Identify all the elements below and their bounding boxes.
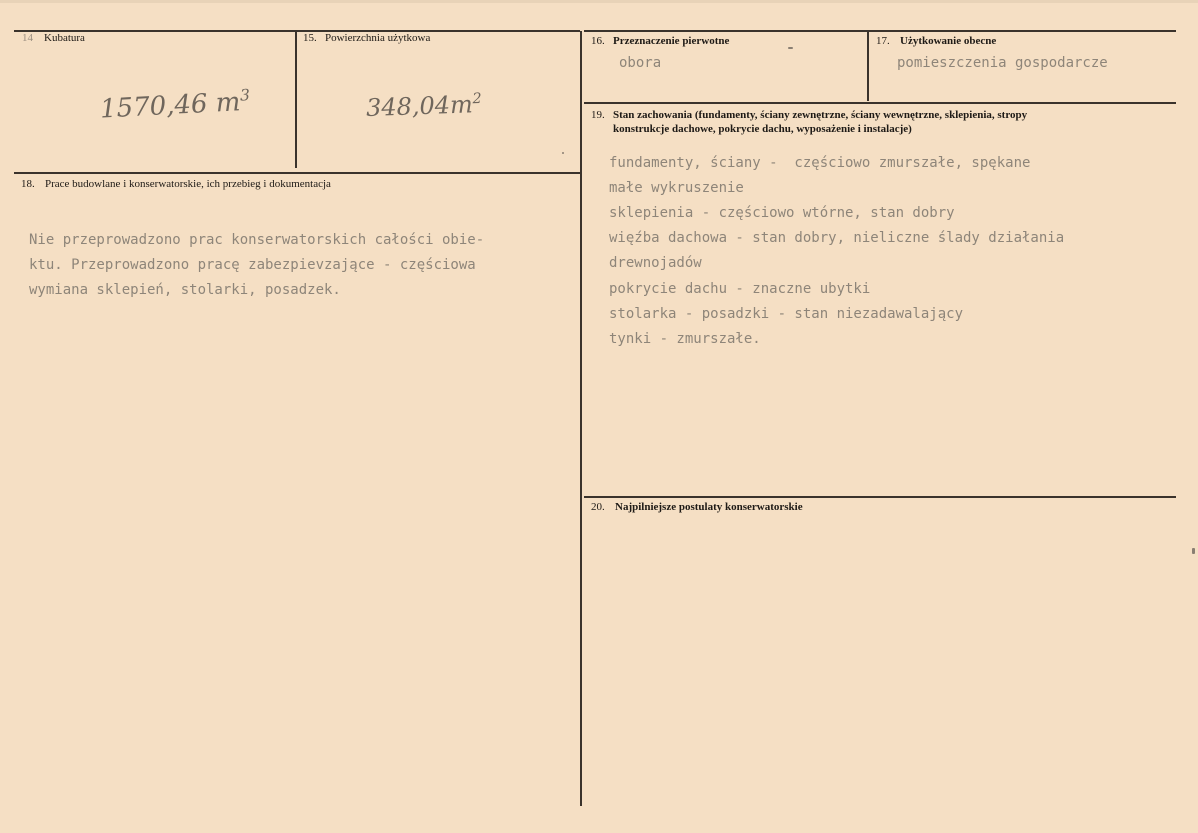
paper-speck: [788, 47, 793, 49]
field-16-value: obora: [619, 55, 662, 71]
divider-16-17: [867, 31, 869, 101]
divider-center: [580, 31, 582, 806]
field-14-label: Kubatura: [44, 32, 85, 44]
field-14-unit: m: [214, 87, 242, 119]
field-16-number: 16.: [591, 35, 605, 47]
field-14-value: [99, 86, 251, 124]
field-18-number: 18.: [21, 178, 35, 190]
field-19-line: sklepienia - częściowo wtórne, stan dobry: [609, 205, 955, 221]
field-18-line: ktu. Przeprowadzono pracę zabezpievzające - częściowa: [29, 257, 476, 273]
field-15-label: Powierzchnia użytkowa: [325, 32, 431, 44]
field-15-unit: m: [449, 90, 474, 120]
field-18-line: wymiana sklepień, stolarki, posadzek.: [29, 282, 341, 298]
field-15-value: [366, 90, 483, 122]
field-20-number: 20.: [591, 501, 605, 513]
field-20-label: Najpilniejsze postulaty konserwatorskie: [615, 501, 803, 513]
field-19-line: małe wykruszenie: [609, 180, 744, 196]
field-19-line: fundamenty, ściany - częściowo zmurszałe, spękane: [609, 155, 1031, 171]
paper-speck: [1192, 548, 1195, 554]
field-15-number-value: 348,04: [365, 91, 451, 123]
field-19-label-line1: Stan zachowania (fundamenty, ściany zewnętrzne, ściany wewnętrzne, sklepienia, stropy: [613, 109, 1028, 121]
field-17-value: pomieszczenia gospodarcze: [897, 55, 1108, 71]
field-14-number-value: 1570,46: [99, 88, 209, 125]
field-15-exponent: 2: [472, 90, 482, 108]
rule-top-left: [14, 30, 580, 32]
rule-below-16-17: [584, 102, 1176, 104]
field-14-number: 14: [22, 32, 33, 44]
paper-speck: [562, 152, 564, 154]
rule-below-19: [584, 496, 1176, 498]
field-16-label: Przeznaczenie pierwotne: [613, 35, 730, 47]
field-15-number: 15.: [303, 32, 317, 44]
card-top-edge: [0, 0, 1198, 3]
field-17-number: 17.: [876, 35, 890, 47]
field-19-line: więźba dachowa - stan dobry, nieliczne ślady działania: [609, 230, 1065, 246]
field-19-line: pokrycie dachu - znaczne ubytki: [609, 281, 871, 297]
field-19-number: 19.: [591, 109, 605, 121]
field-17-label: Użytkowanie obecne: [900, 35, 997, 47]
rule-below-14-15: [14, 172, 580, 174]
field-19-line: tynki - zmurszałe.: [609, 331, 761, 347]
field-18-line: Nie przeprowadzono prac konserwatorskich całości obie-: [29, 232, 485, 248]
rule-top-right: [584, 30, 1176, 32]
field-18-label: Prace budowlane i konserwatorskie, ich przebieg i dokumentacja: [45, 178, 331, 190]
field-19-line: stolarka - posadzki - stan niezadawalający: [609, 306, 964, 322]
field-19-line: drewnojadów: [609, 255, 702, 271]
field-14-exponent: 3: [239, 86, 251, 105]
divider-14-15: [295, 31, 297, 168]
field-19-label-line2: konstrukcje dachowe, pokrycie dachu, wyposażenie i instalacje): [613, 123, 912, 135]
